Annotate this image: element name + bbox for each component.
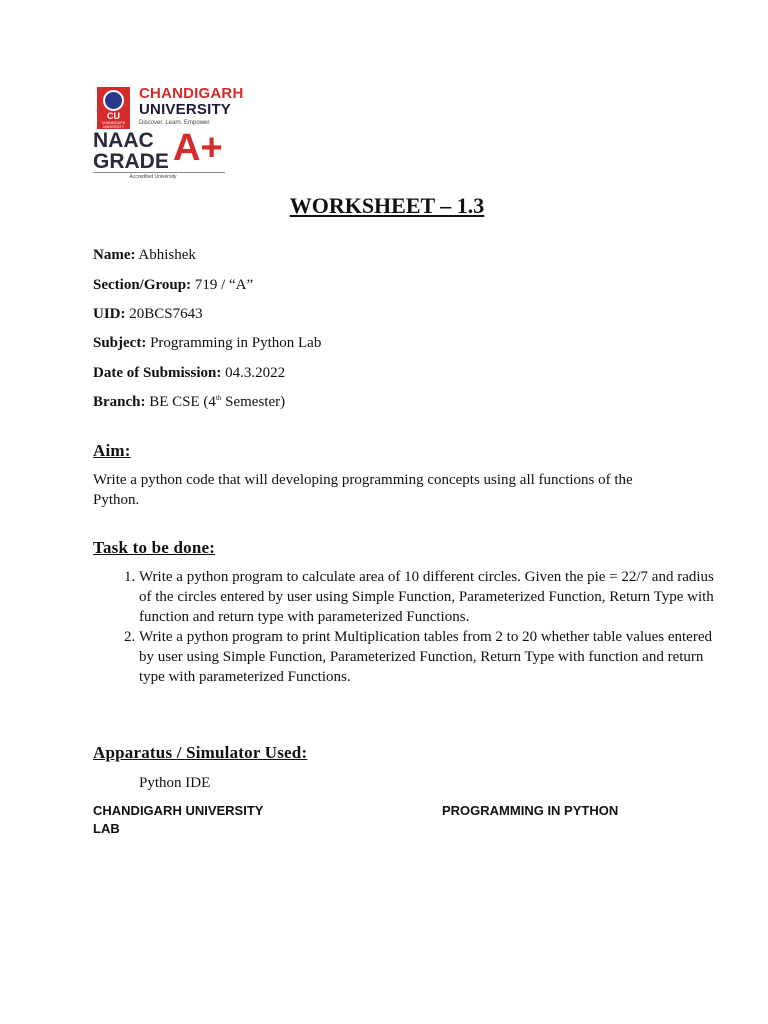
naac-label: NAAC bbox=[93, 129, 154, 152]
university-name-line2: UNIVERSITY bbox=[139, 101, 232, 118]
subject-label: Subject: bbox=[93, 335, 147, 351]
apparatus-item: Python IDE bbox=[139, 775, 211, 791]
aim-heading: Aim: bbox=[93, 441, 131, 460]
university-tagline: Discover. Learn. Empower. bbox=[139, 120, 211, 126]
task-item-2: 2. Write a python program to print Multiplication tables from 2 to 20 whether table values entered by user using Simple Function, Parameterized Function, Return Type with function and return type with parameterized Functions. bbox=[139, 627, 729, 687]
branch-value: BE CSE (4th Semester) bbox=[149, 394, 286, 410]
accredited-label: Accredited University bbox=[129, 174, 177, 180]
logo-divider bbox=[93, 172, 225, 173]
emblem-text: CU bbox=[107, 111, 120, 121]
footer-right: PROGRAMMING IN PYTHON bbox=[442, 803, 619, 818]
branch-label: Branch: bbox=[93, 394, 146, 410]
section-label: Section/Group: bbox=[93, 277, 192, 293]
university-emblem bbox=[97, 87, 130, 129]
date-label: Date of Submission: bbox=[93, 365, 222, 381]
branch-row bbox=[93, 393, 285, 411]
task-item-1: 1. Write a python program to calculate area of 10 different circles. Given the pie = 22/7 and radius of the circles entered by user using Simple Function, Parameterized Function, Return Type with function and return type with parameterized Functions. bbox=[139, 567, 729, 627]
uid-label: UID: bbox=[93, 306, 126, 322]
subject-row bbox=[93, 334, 321, 352]
emblem-subtext: CHANDIGARH UNIVERSITY bbox=[101, 121, 126, 129]
branch-superscript: th bbox=[215, 394, 222, 402]
section-row bbox=[93, 276, 253, 294]
footer-left: CHANDIGARH UNIVERSITY bbox=[93, 803, 264, 818]
uid-value: 20BCS7643 bbox=[129, 306, 203, 322]
grade-label: GRADE bbox=[93, 150, 169, 173]
date-value: 04.3.2022 bbox=[225, 365, 286, 381]
grade-value: A+ bbox=[173, 127, 223, 169]
name-value: Abhishek bbox=[138, 247, 196, 263]
aim-text: Write a python code that will developing programming concepts using all functions of the Python. bbox=[93, 472, 633, 508]
footer-wrap: LAB bbox=[93, 821, 120, 836]
subject-value: Programming in Python Lab bbox=[150, 335, 322, 351]
name-label: Name: bbox=[93, 247, 136, 263]
task-list bbox=[93, 567, 729, 687]
date-row bbox=[93, 364, 285, 382]
emblem-sun-icon bbox=[103, 90, 124, 111]
university-logo bbox=[93, 84, 259, 180]
task-heading: Task to be done: bbox=[93, 538, 216, 557]
name-row bbox=[93, 246, 196, 264]
university-name-line1: CHANDIGARH bbox=[139, 85, 244, 102]
section-value: 719 / “A” bbox=[194, 277, 254, 293]
uid-row bbox=[93, 305, 203, 323]
apparatus-heading: Apparatus / Simulator Used: bbox=[93, 743, 308, 762]
page-footer bbox=[93, 802, 663, 836]
worksheet-title: WORKSHEET – 1.3 bbox=[289, 193, 485, 218]
